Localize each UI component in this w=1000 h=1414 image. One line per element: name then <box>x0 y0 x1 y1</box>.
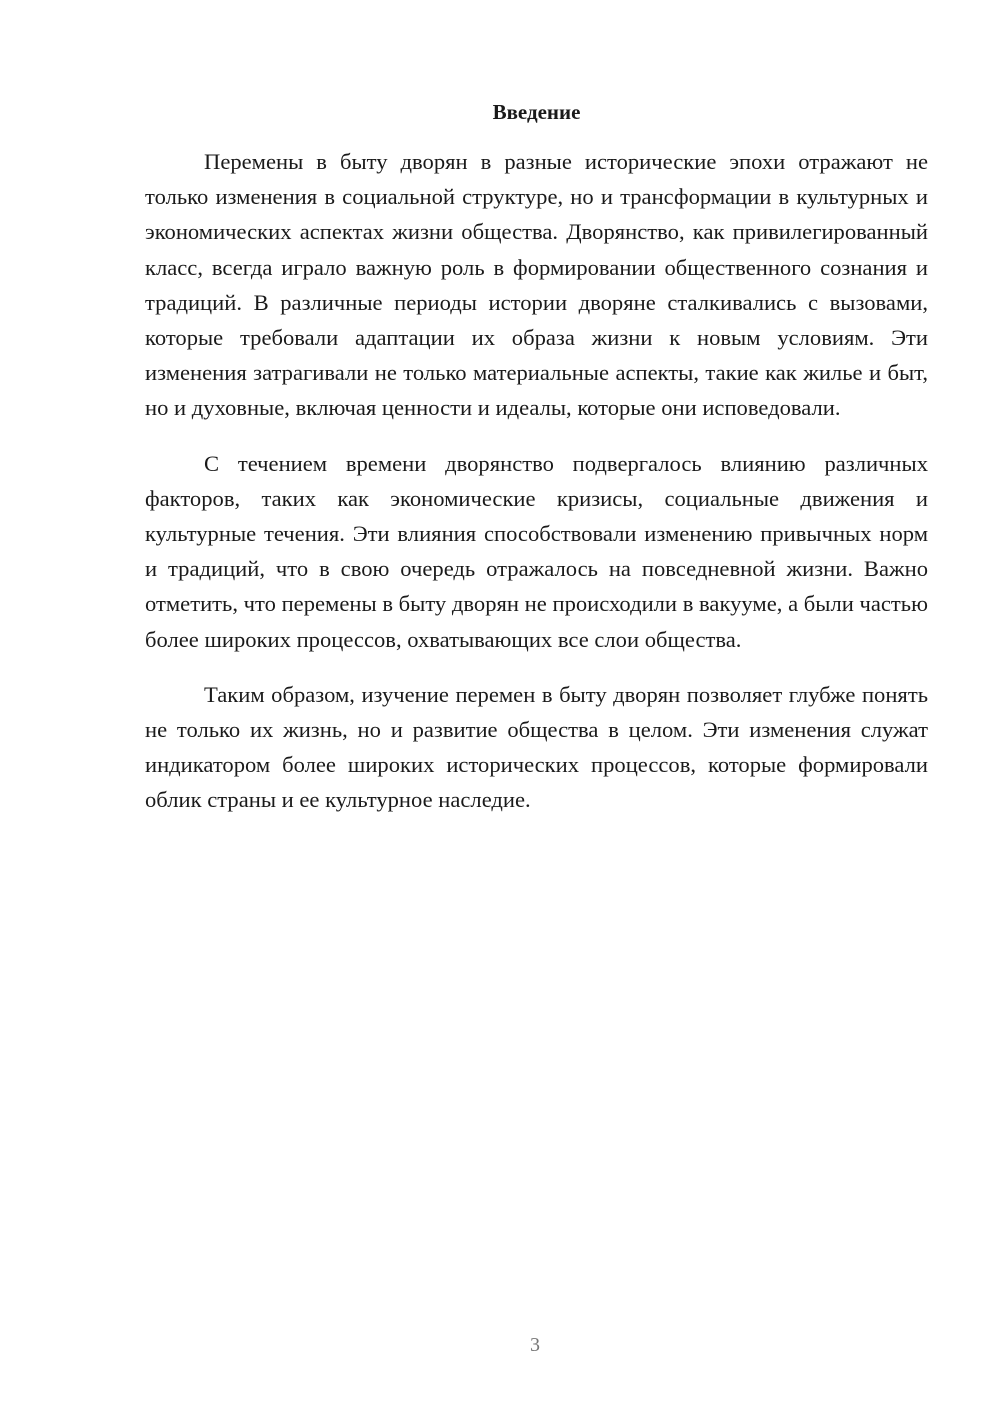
section-title: Введение <box>492 100 581 124</box>
paragraph-2: С течением времени дворянство подвергалось влиянию различных факторов, таких как экономические кризисы, социальные движения и культурные течения. Эти влияния способствовали изменению привычных норм и традиций, что в свою очередь отражалось на повседневной жизни. Важно отметить, что перемены в быту дворян не происходили в вакууме, а были частью более широких процессов, охватывающих все слои общества. <box>145 450 928 652</box>
paragraph-1: Перемены в быту дворян в разные исторические эпохи отражают не только изменения в социальной структуре, но и трансформации в культурных и экономических аспектах жизни общества. Дворянство, как привилегированный класс, всегда играло важную роль в формировании общественного сознания и традиций. В различные периоды истории дворяне сталкивались с вызовами, которые требовали адаптации их образа жизни к новым условиям. Эти изменения затрагивали не только материальные аспекты, такие как жилье и быт, но и духовные, включая ценности и идеалы, которые они исповедовали. <box>145 149 928 421</box>
paragraph-3: Таким образом, изучение перемен в быту дворян позволяет глубже понять не только их жизнь, но и развитие общества в целом. Эти изменения служат индикатором более широких исторических процессов, которые формировали облик страны и ее культурное наследие. <box>145 681 928 813</box>
body-text <box>145 144 928 838</box>
page-number: 3 <box>530 1334 540 1356</box>
